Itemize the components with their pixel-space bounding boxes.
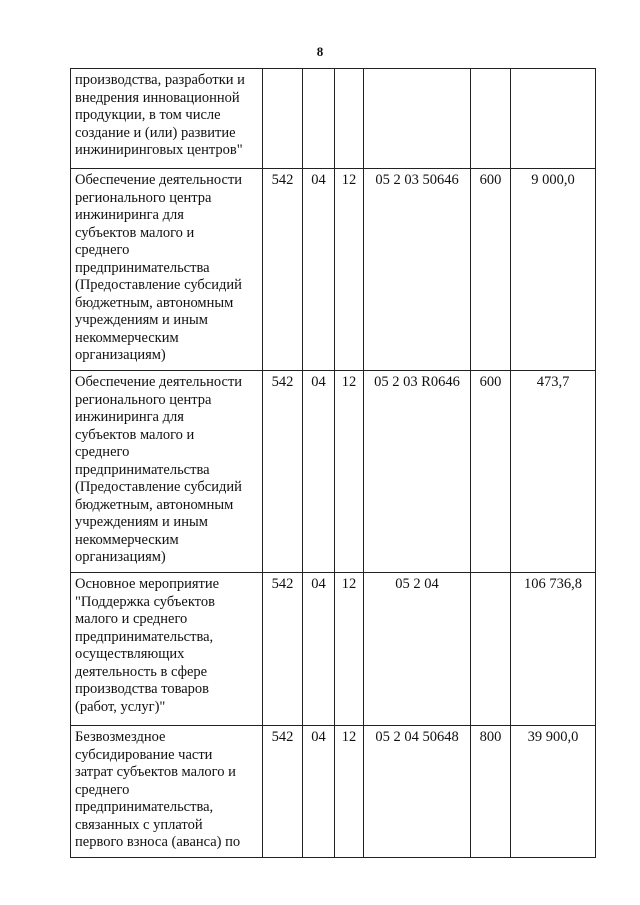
expense-type-cell <box>471 573 511 726</box>
section-code-cell: 04 <box>303 726 335 858</box>
expense-type-cell: 800 <box>471 726 511 858</box>
section-code-cell: 04 <box>303 573 335 726</box>
admin-code-cell: 542 <box>263 726 303 858</box>
target-article-cell <box>364 69 471 169</box>
row-name-cell: Обеспечение деятельности регионального центра инжиниринга для субъектов малого и среднего предпринимательства (Предоставление субсидий бюджетным, автономным учреждениям и иным некоммерческим организациям) <box>71 371 263 573</box>
admin-code-cell: 542 <box>263 169 303 371</box>
expense-type-cell <box>471 69 511 169</box>
subsection-code-cell <box>335 69 364 169</box>
subsection-code-cell: 12 <box>335 573 364 726</box>
amount-cell: 106 736,8 <box>511 573 596 726</box>
table-row <box>71 573 596 726</box>
page-number: 8 <box>316 44 324 59</box>
row-name-cell: производства, разработки и внедрения инновационной продукции, в том числе создание и (или) развитие инжиниринговых центров" <box>71 69 263 169</box>
section-code-cell <box>303 69 335 169</box>
row-name-cell: Безвозмездное субсидирование части затрат субъектов малого и среднего предпринимательства, связанных с уплатой первого взноса (аванса) по <box>71 726 263 858</box>
amount-cell: 473,7 <box>511 371 596 573</box>
expense-type-cell: 600 <box>471 371 511 573</box>
table-row <box>71 371 596 573</box>
expense-type-cell: 600 <box>471 169 511 371</box>
section-code-cell: 04 <box>303 371 335 573</box>
row-name-cell: Обеспечение деятельности регионального центра инжиниринга для субъектов малого и среднего предпринимательства (Предоставление субсидий бюджетным, автономным учреждениям и иным некоммерческим организациям) <box>71 169 263 371</box>
table-row <box>71 726 596 858</box>
subsection-code-cell: 12 <box>335 726 364 858</box>
target-article-cell: 05 2 04 50648 <box>364 726 471 858</box>
subsection-code-cell: 12 <box>335 169 364 371</box>
subsection-code-cell: 12 <box>335 371 364 573</box>
section-code-cell: 04 <box>303 169 335 371</box>
admin-code-cell: 542 <box>263 573 303 726</box>
table-row <box>71 69 596 169</box>
table-row <box>71 169 596 371</box>
admin-code-cell: 542 <box>263 371 303 573</box>
budget-table <box>70 68 596 858</box>
amount-cell: 39 900,0 <box>511 726 596 858</box>
row-name-cell: Основное мероприятие "Поддержка субъектов малого и среднего предпринимательства, осуществляющих деятельность в сфере производства товаров (работ, услуг)" <box>71 573 263 726</box>
target-article-cell: 05 2 03 50646 <box>364 169 471 371</box>
target-article-cell: 05 2 03 R0646 <box>364 371 471 573</box>
target-article-cell: 05 2 04 <box>364 573 471 726</box>
amount-cell: 9 000,0 <box>511 169 596 371</box>
amount-cell <box>511 69 596 169</box>
admin-code-cell <box>263 69 303 169</box>
